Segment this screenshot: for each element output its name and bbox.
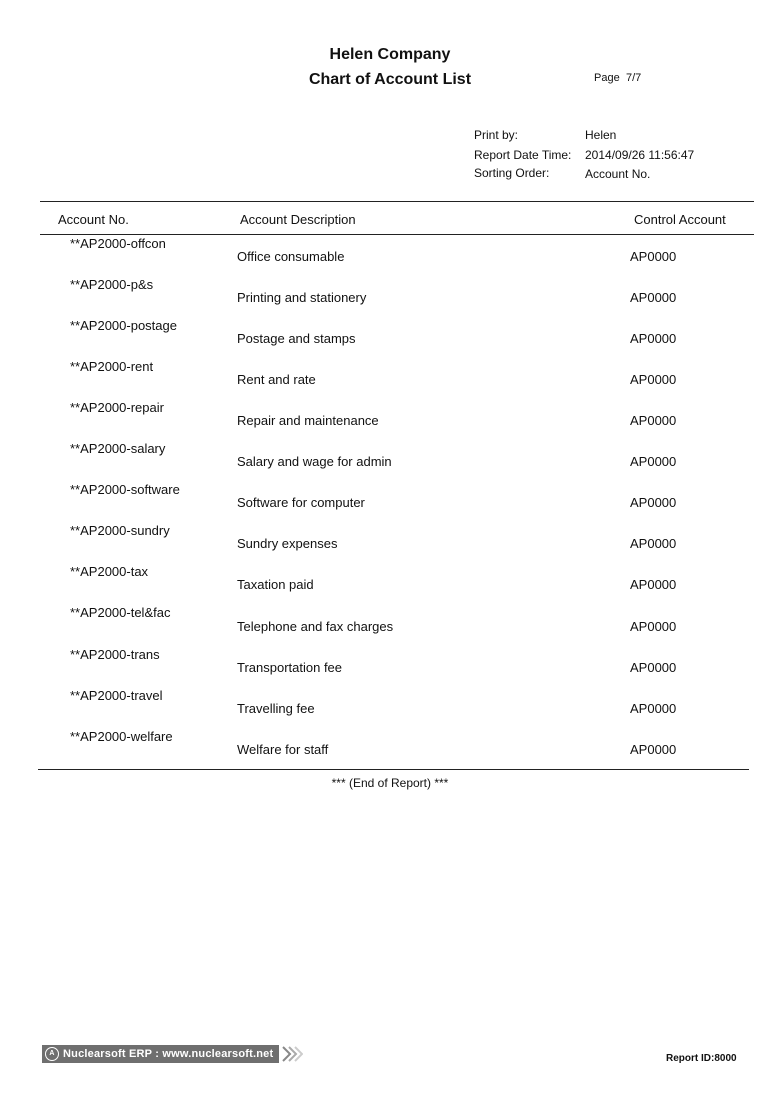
nuclearsoft-mark-icon: A [45,1047,59,1061]
print-by-label: Print by: [474,128,519,142]
account-no: **AP2000-tel&fac [70,605,171,620]
header-top-rule [40,201,754,202]
account-no: **AP2000-trans [70,647,160,662]
column-header-account-description: Account Description [240,212,356,227]
control-account: AP0000 [630,372,677,387]
account-no: **AP2000-travel [70,688,163,703]
account-description: Welfare for staff [237,742,329,757]
report-datetime-label: Report Date Time: [474,148,572,162]
company-name: Helen Company [329,46,451,63]
footer-logo [42,1045,303,1063]
sorting-order-value: Account No. [585,167,651,181]
control-account: AP0000 [630,577,677,592]
account-description: Rent and rate [237,372,316,387]
report-id: Report ID:8000 [666,1053,737,1064]
print-by-value: Helen [585,128,617,142]
report-title: Chart of Account List [308,71,472,88]
account-no: **AP2000-tax [70,564,149,579]
account-description: Office consumable [237,249,345,264]
account-no: **AP2000-salary [70,441,166,456]
page-label: Page [594,72,620,84]
report-datetime-value: 2014/09/26 11:56:47 [585,148,695,162]
account-description: Taxation paid [237,577,314,592]
account-description: Software for computer [237,495,365,510]
account-no: **AP2000-p&s [70,277,154,292]
column-header-account-no: Account No. [58,212,129,227]
account-no: **AP2000-postage [70,318,177,333]
control-account: AP0000 [630,536,677,551]
control-account: AP0000 [630,454,677,469]
account-description: Telephone and fax charges [237,619,394,634]
table-bottom-rule [38,769,749,770]
footer-logo-text: Nuclearsoft ERP : www.nuclearsoft.net [63,1048,274,1060]
account-description: Printing and stationery [237,290,367,305]
account-no: **AP2000-offcon [70,236,166,251]
account-description: Salary and wage for admin [237,454,392,469]
control-account: AP0000 [630,249,677,264]
control-account: AP0000 [630,331,677,346]
account-no: **AP2000-software [70,482,180,497]
account-no: **AP2000-repair [70,400,164,415]
end-of-report: *** (End of Report) *** [331,776,449,790]
control-account: AP0000 [630,495,677,510]
header-bottom-rule [40,234,754,235]
chevron-right-icon [281,1045,303,1063]
control-account: AP0000 [630,413,677,428]
account-description: Travelling fee [237,701,315,716]
control-account: AP0000 [630,742,677,757]
account-description: Postage and stamps [237,331,356,346]
control-account: AP0000 [630,701,677,716]
account-no: **AP2000-welfare [70,729,173,744]
account-no: **AP2000-sundry [70,523,170,538]
sorting-order-label: Sorting Order: [474,166,550,180]
column-header-control-account: Control Account [634,212,726,227]
control-account: AP0000 [630,290,677,305]
control-account: AP0000 [630,619,677,634]
account-no: **AP2000-rent [70,359,154,374]
nuclearsoft-logo [42,1045,279,1063]
account-description: Repair and maintenance [237,413,379,428]
account-description: Transportation fee [237,660,343,675]
page-number: 7/7 [626,72,642,84]
account-description: Sundry expenses [237,536,338,551]
control-account: AP0000 [630,660,677,675]
